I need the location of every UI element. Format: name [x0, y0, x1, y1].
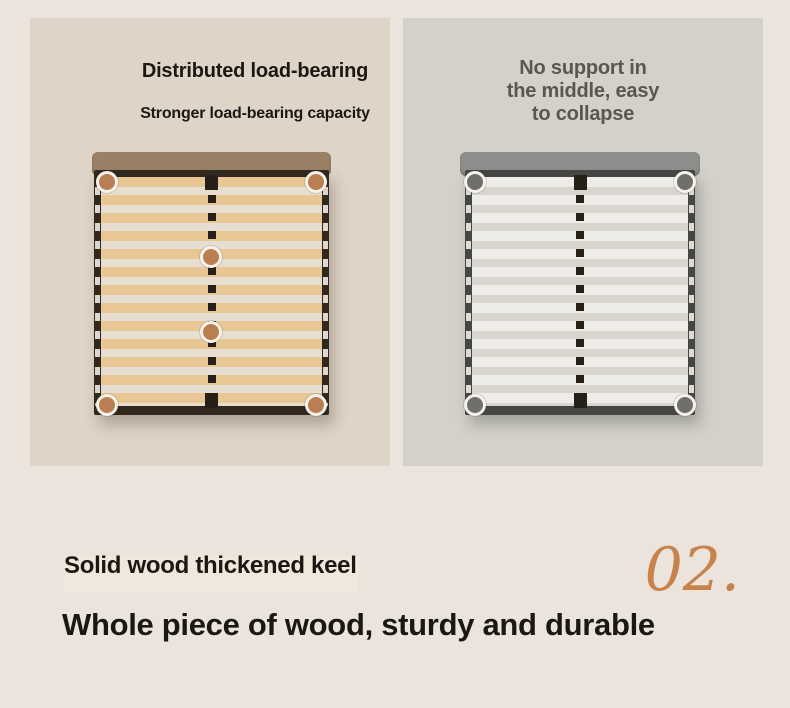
support-point-icon — [674, 171, 696, 193]
support-point-icon — [464, 394, 486, 416]
keel-top-block — [574, 175, 587, 190]
support-point-icon — [464, 171, 486, 193]
keel-bottom-block — [574, 393, 587, 408]
comparison-left-panel — [30, 18, 390, 466]
comparison-right-panel — [403, 18, 763, 466]
bed-frame — [465, 170, 695, 415]
keel-bottom-block — [205, 393, 218, 408]
right-heading-line-1: No support in — [519, 57, 647, 79]
support-point-icon — [200, 246, 222, 268]
center-keel-dotted-line — [576, 177, 584, 406]
left-panel-heading: Distributed load-bearing — [141, 60, 369, 82]
right-heading-line-3: to collapse — [531, 103, 635, 125]
section-title: Whole piece of wood, sturdy and durable — [62, 607, 655, 642]
support-point-icon — [305, 394, 327, 416]
support-point-icon — [96, 394, 118, 416]
left-panel-subheading: Stronger load-bearing capacity — [140, 105, 370, 122]
right-heading-line-2: the middle, easy — [506, 80, 660, 102]
right-panel-heading — [403, 57, 763, 126]
section-number: 02. — [644, 535, 740, 605]
support-point-icon — [305, 171, 327, 193]
keel-top-block — [205, 175, 218, 190]
support-point-icon — [200, 321, 222, 343]
bed-frame — [94, 170, 329, 415]
center-keel-dotted-line — [208, 177, 216, 406]
support-point-icon — [674, 394, 696, 416]
section-subtitle: Solid wood thickened keel — [64, 552, 357, 579]
support-point-icon — [96, 171, 118, 193]
